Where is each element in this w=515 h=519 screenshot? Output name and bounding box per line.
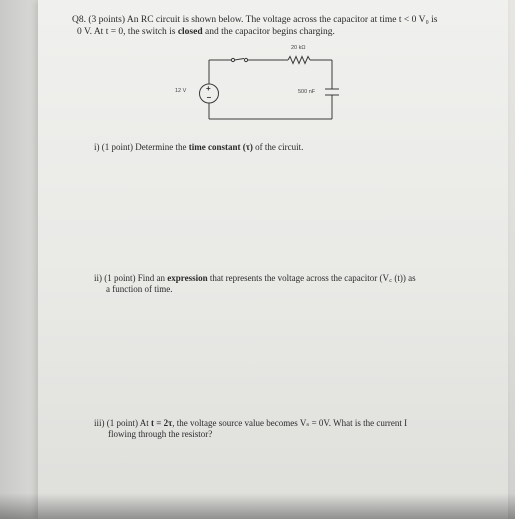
source-plus-sign: + bbox=[206, 84, 211, 93]
switch-terminal-right bbox=[244, 58, 247, 61]
switch-blade bbox=[235, 59, 245, 61]
question-header-line1: Q8. (3 points) An RC circuit is shown below. The voltage across the capacitor at time t < 0 V₀ is bbox=[72, 15, 438, 25]
question-part-iii-line1: iii) (1 point) At t = 2τ, the voltage source value becomes Vₛ = 0V. What is the current I bbox=[94, 418, 408, 428]
question-part-ii bbox=[94, 273, 454, 295]
source-label: 12 V bbox=[175, 88, 187, 94]
source-minus-sign: − bbox=[206, 93, 212, 102]
capacitor-label: 500 nF bbox=[298, 89, 316, 95]
switch-terminal-left bbox=[231, 58, 234, 61]
question-part-iii bbox=[94, 418, 454, 440]
resistor-label: 20 kΩ bbox=[291, 45, 306, 51]
question-header-line2: 0 V. At t = 0, the switch is closed and the capacitor begins charging. bbox=[77, 26, 335, 37]
question-part-i: i) (1 point) Determine the time constant (τ) of the circuit. bbox=[94, 142, 304, 152]
question-part-iii-line2: flowing through the resistor? bbox=[108, 429, 213, 439]
question-part-ii-line1: ii) (1 point) Find an expression that represents the voltage across the capacitor (V꜀ (t)) as bbox=[94, 273, 416, 283]
question-part-ii-line2: a function of time. bbox=[106, 284, 173, 294]
resistor-zigzag bbox=[288, 57, 310, 64]
